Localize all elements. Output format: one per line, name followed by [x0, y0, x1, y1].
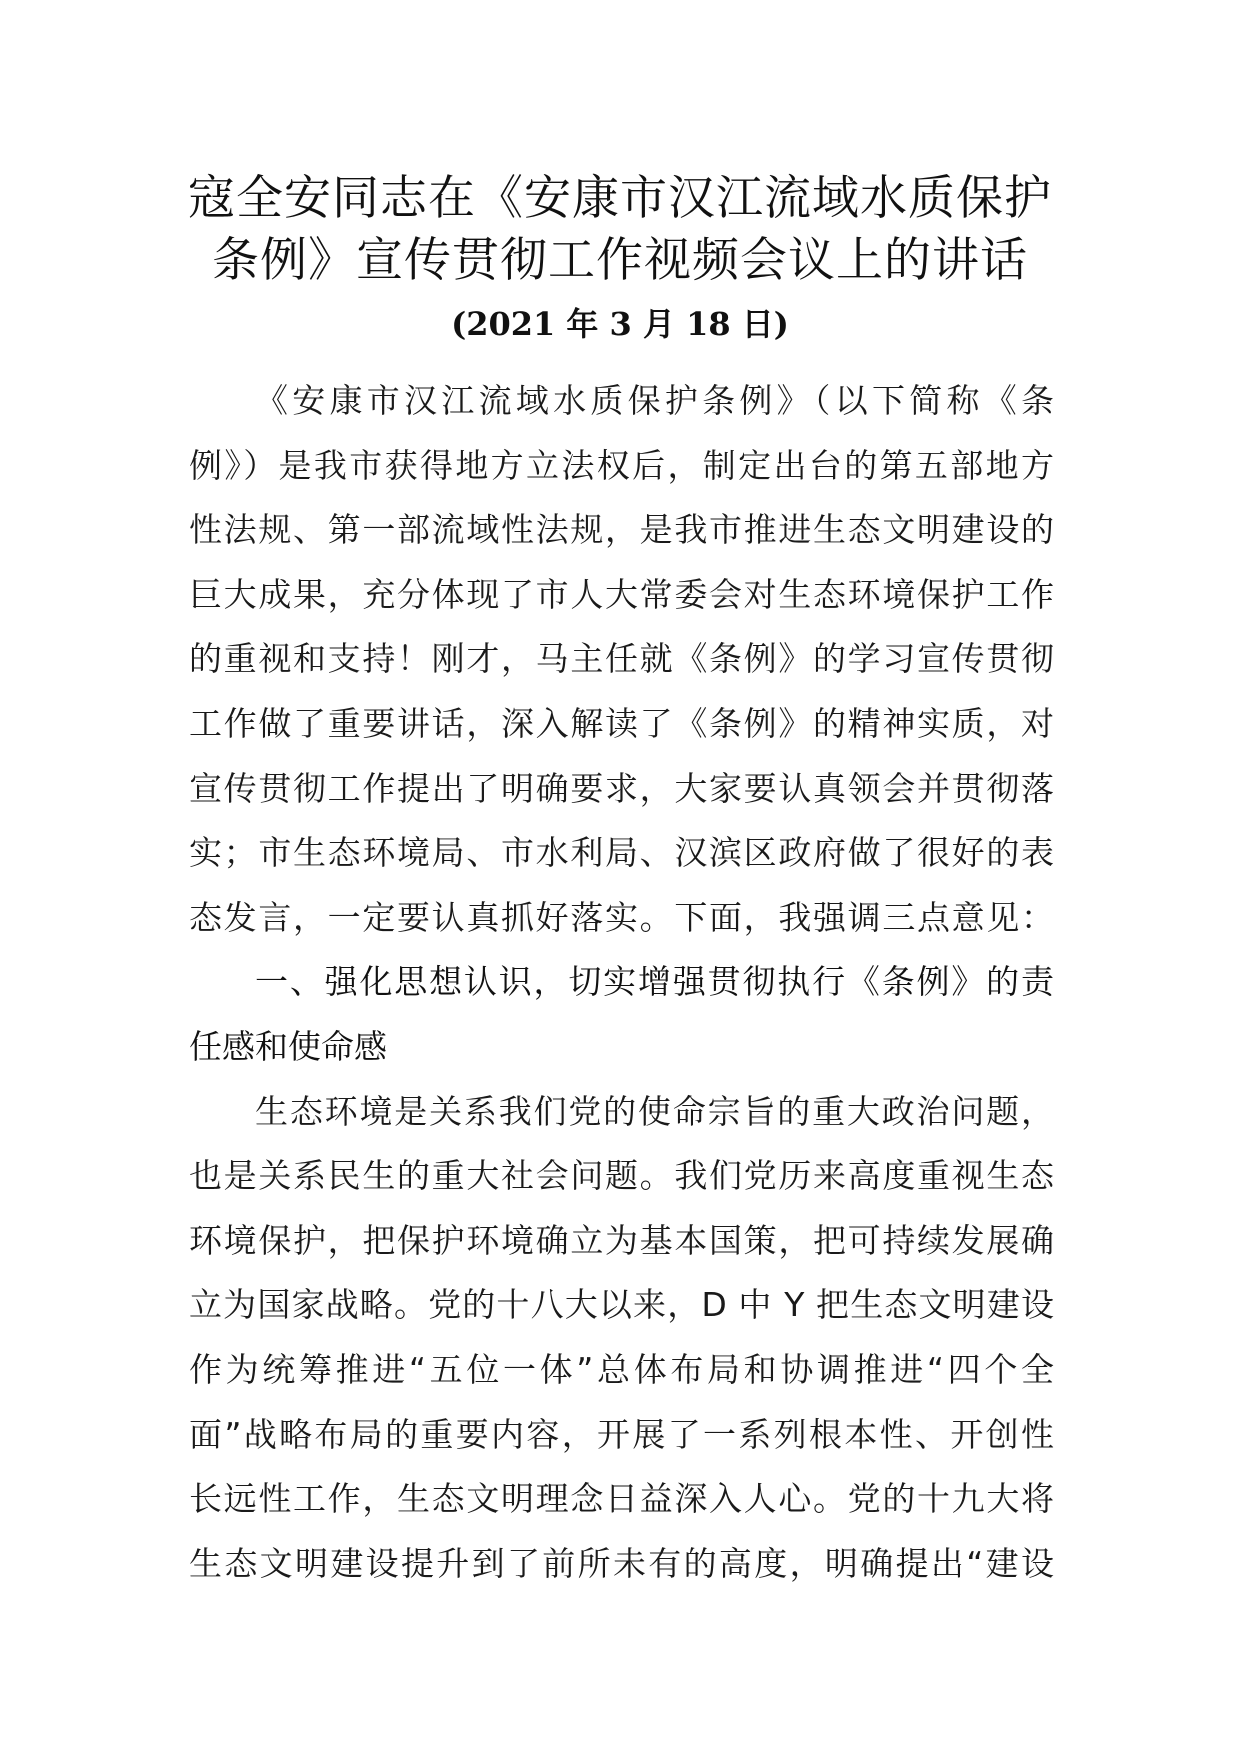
paragraph-line: 的重视和支持！刚才，马主任就《条例》的学习宣传贯彻 [189, 639, 1054, 679]
paragraph-line: 生态文明建设提升到了前所未有的高度，明确提出“建设 [189, 1543, 1054, 1583]
paragraph-line: 例》）是我市获得地方立法权后，制定出台的第五部地方 [189, 445, 1054, 485]
paragraph-line: 性法规、第一部流域性法规，是我市推进生态文明建设的 [189, 510, 1054, 550]
section-heading-line: 任感和使命感 [189, 1026, 387, 1066]
speech-date: (2021 年 3 月 18 日) [451, 305, 789, 343]
paragraph-line: 态发言，一定要认真抓好落实。下面，我强调三点意见： [189, 897, 1054, 937]
paragraph-line: 《安康市汉江流域水质保护条例》（以下简称《条 [255, 381, 1054, 420]
paragraph-line: 也是关系民生的重大社会问题。我们党历来高度重视生态 [189, 1156, 1054, 1196]
paragraph-line: 巨大成果，充分体现了市人大常委会对生态环境保护工作 [189, 574, 1054, 614]
paragraph-line: 实；市生态环境局、市水利局、汉滨区政府做了很好的表 [189, 833, 1054, 873]
document-title [150, 168, 1090, 292]
paragraph-line: 长远性工作，生态文明理念日益深入人心。党的十九大将 [189, 1479, 1054, 1519]
paragraph-line: 生态环境是关系我们党的使命宗旨的重大政治问题， [255, 1091, 1054, 1131]
paragraph-line: 宣传贯彻工作提出了明确要求，大家要认真领会并贯彻落 [189, 768, 1054, 808]
paragraph-line: 立为国家战略。党的十八大以来，D 中 Y 把生态文明建设 [189, 1285, 1054, 1325]
paragraph-line: 作为统筹推进“五位一体”总体布局和协调推进“四个全 [189, 1349, 1054, 1389]
title-line: 条例》宣传贯彻工作视频会议上的讲话 [212, 233, 1028, 288]
section-heading-line: 一、强化思想认识，切实增强贯彻执行《条例》的责 [255, 962, 1054, 1002]
document-body [189, 369, 1054, 1596]
paragraph-line: 环境保护，把保护环境确立为基本国策，把可持续发展确 [189, 1220, 1054, 1260]
paragraph-line: 面”战略布局的重要内容，开展了一系列根本性、开创性 [189, 1414, 1054, 1454]
title-line: 寇全安同志在《安康市汉江流域水质保护 [188, 171, 1052, 226]
paragraph-line: 工作做了重要讲话，深入解读了《条例》的精神实质，对 [189, 703, 1054, 743]
